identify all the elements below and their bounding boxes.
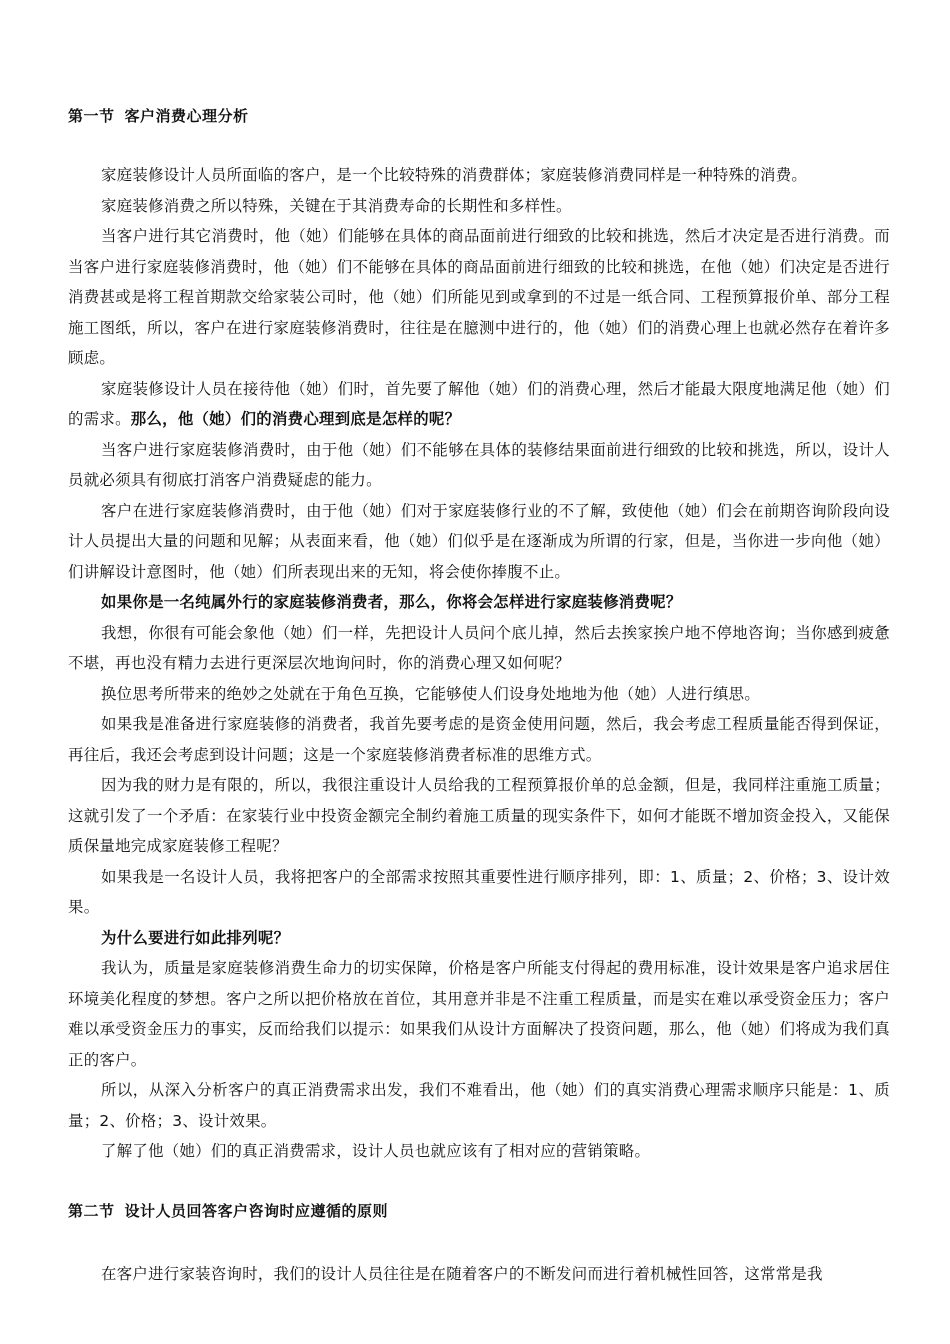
bold-question-paragraph: 为什么要进行如此排列呢？: [101, 928, 290, 947]
paragraph: 家庭装修消费之所以特殊，关键在于其消费寿命的长期性和多样性。: [101, 196, 572, 215]
bold-question-paragraph: 如果你是一名纯属外行的家庭装修消费者，那么，你将会怎样进行家庭装修消费呢？: [101, 593, 682, 611]
section-2-heading: [68, 1197, 890, 1225]
section-1-title: 客户消费心理分析: [124, 107, 249, 125]
paragraph: 当客户进行家庭装修消费时，由于他（她）们不能够在具体的装修结果面前进行细致的比较和挑选，所以，设计人员就必须具有彻底打消客户消费疑虑的能力。: [68, 440, 890, 489]
paragraph: 客户在进行家庭装修消费时，由于他（她）们对于家庭装修行业的不了解，致使他（她）们会在前期咨询阶段向设计人员提出大量的问题和见解；从表面来看，他（她）们似乎是在逐渐成为所谓的行家，但是，当你进一步向他（她）们讲解设计意图时，他（她）们所表现出来的无知，将会使你捧腹不止。: [68, 501, 890, 581]
paragraph: 我想，你很有可能会象他（她）们一样，先把设计人员问个底儿掉，然后去挨家挨户地不停地咨询；当你感到疲惫不堪，再也没有精力去进行更深层次地询问时，你的消费心理又如何呢？: [68, 623, 890, 672]
section-2-number: 第二节: [68, 1201, 115, 1220]
paragraph-bold-question: 那么，他（她）们的消费心理到底是怎样的呢？: [130, 410, 461, 428]
document-page: [68, 102, 890, 1289]
section-2-title: 设计人员回答客户咨询时应遵循的原则: [124, 1201, 389, 1220]
section-1-heading: [68, 102, 890, 130]
paragraph: 换位思考所带来的绝妙之处就在于角色互换，它能够使人们设身处地地为他（她）人进行缜思。: [101, 684, 761, 703]
paragraph-text: 家庭装修设计人员在接待他（她）们时，首先要了解他（她）们的消费心理，然后才能最大限度地满足他（她）们的需求。: [68, 379, 890, 428]
section-1-number: 第一节: [68, 107, 115, 125]
paragraph: 当客户进行其它消费时，他（她）们能够在具体的商品面前进行细致的比较和挑选，然后才决定是否进行消费。而当客户进行家庭装修消费时，他（她）们不能够在具体的商品面前进行细致的比较和挑选，在他（她）们决定是否进行消费甚或是将工程首期款交给家装公司时，他（她）们所能见到或拿到的不过是一纸合同、工程预算报价单、部分工程施工图纸，所以，客户在进行家庭装修消费时，往往是在臆测中进行的，他（她）们的消费心理上也就必然存在着许多顾虑。: [68, 227, 890, 367]
paragraph: 因为我的财力是有限的，所以，我很注重设计人员给我的工程预算报价单的总金额，但是，我同样注重施工质量；这就引发了一个矛盾：在家装行业中投资金额完全制约着施工质量的现实条件下，如何才能既不增加资金投入，又能保质保量地完成家庭装修工程呢？: [68, 776, 890, 855]
paragraph: 所以，从深入分析客户的真正消费需求出发，我们不难看出，他（她）们的真实消费心理需求顺序只能是：1、质量；2、价格；3、设计效果。: [68, 1081, 890, 1130]
paragraph: 如果我是准备进行家庭装修的消费者，我首先要考虑的是资金使用问题，然后，我会考虑工程质量能否得到保证，再往后，我还会考虑到设计问题；这是一个家庭装修消费者标准的思维方式。: [68, 715, 890, 764]
paragraph: 如果我是一名设计人员，我将把客户的全部需求按照其重要性进行顺序排列，即：1、质量；2、价格；3、设计效果。: [68, 867, 890, 916]
paragraph: 家庭装修设计人员所面临的客户，是一个比较特殊的消费群体；家庭装修消费同样是一种特殊的消费。: [101, 166, 808, 184]
paragraph: 我认为，质量是家庭装修消费生命力的切实保障，价格是客户所能支付得起的费用标准，设计效果是客户追求居住环境美化程度的梦想。客户之所以把价格放在首位，其用意并非是不注重工程质量，而是实在难以承受资金压力；客户难以承受资金压力的事实，反而给我们以提示：如果我们从设计方面解决了投资问题，那么，他（她）们将成为我们真正的客户。: [68, 959, 890, 1069]
paragraph: [68, 374, 890, 435]
paragraph: 在客户进行家装咨询时，我们的设计人员往往是在随着客户的不断发问而进行着机械性回答，这常常是我: [101, 1264, 823, 1283]
paragraph: 了解了他（她）们的真正消费需求，设计人员也就应该有了相对应的营销策略。: [101, 1142, 651, 1160]
